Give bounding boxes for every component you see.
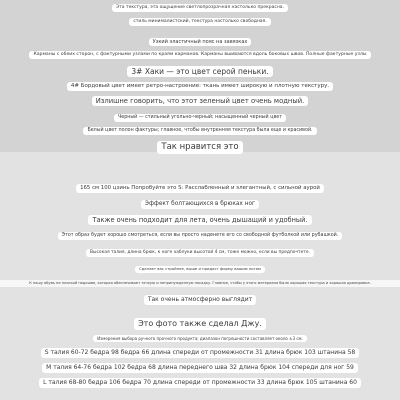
caption-text: Белый цвет полон фактуры; главное, чтобы внутренняя текстура была еще и красивой. [83, 127, 316, 135]
caption-text: Эффект болтающихся в брюках ног [141, 200, 259, 209]
caption-text: стиль минималистский, текстура настолько свободная. [129, 18, 270, 26]
caption-text: Излишне говорить, что этот зеленый цвет очень модный. [92, 96, 309, 106]
caption-text: Карманы с обеих сторон, с фактурными узлами по краям карманов. Карманы вшиваются вдоль боковых швов. Полные фактурные узлы [29, 51, 370, 59]
caption-line [0, 38, 400, 46]
caption-line [0, 96, 400, 106]
caption-line [0, 51, 400, 59]
caption-text: Так очень атмосферно выглядит [144, 295, 256, 305]
caption-line [0, 232, 400, 240]
caption-line [0, 266, 400, 273]
caption-text: Измерения выбора ручного прочного продукта; диапазон погрешности составляет около ±3 см. [93, 335, 307, 342]
size-row-m [0, 363, 400, 373]
footnote-bar: К нашу обувь на плоской подошве, которая обеспечивает течкую и непринужденную посадку. Главное, чтобы у этого материала была хорошая текстура и хорошая драпировка. [0, 280, 400, 287]
caption-line [0, 82, 400, 91]
caption-text: Этот образ будет хорошо смотреться, если вы просто наденете его со свободной футболкой или рубашкой. [58, 232, 343, 240]
caption-line [0, 249, 400, 257]
caption-text: Так нравится это [157, 141, 242, 154]
caption-text: 3# Хаки — это цвет серой пеньки. [127, 66, 272, 77]
caption-line [0, 184, 400, 193]
caption-line [0, 335, 400, 342]
caption-text: 165 см 100 цзинь Попробуйте это S: Расслабленный и элегантный, с сильной аурой [76, 184, 324, 193]
caption-text: Черный — стильный угольно-черный; насыщенный черный цвет [114, 114, 286, 122]
size-row-text: M талия 64-76 бедра 102 бедра 68 длина переднего шва 32 длина брюк 104 спереди для ног 59 [42, 363, 358, 373]
size-row-text: S талия 60-72 бедра 98 бедра 66 длина спереди от промежности 31 длина брюк 103 штанина 58 [41, 348, 360, 358]
caption-line [0, 318, 400, 330]
caption-line [0, 215, 400, 225]
caption-line [0, 4, 400, 12]
caption-text: Высокая талия, длина брюк, к ноге хаблуки высотой 4 см, тоже можно, если вы предпочтете. [86, 249, 314, 257]
size-row-l [0, 378, 400, 388]
caption-line [0, 141, 400, 154]
caption-line [0, 295, 400, 305]
caption-text: 4# Бордовый цвет имеет ретро-настроение: ткань имеет широкую и плотную текстуру. [67, 82, 333, 91]
caption-line [0, 127, 400, 135]
caption-line [0, 18, 400, 26]
caption-line [0, 114, 400, 122]
caption-text: Эта текстура, эта ощущение светлопрозрачная настолько прекрасна. [112, 4, 288, 12]
size-row-s [0, 348, 400, 358]
caption-line [0, 66, 400, 77]
caption-line [0, 200, 400, 209]
caption-text: Сделает вас стройнее, выше и придаст форму вашим ногам [135, 266, 265, 273]
caption-text: Также очень подходит для лета, очень дышащий и удобный. [88, 215, 311, 225]
caption-text: Узкий эластичный пояс на завязках [149, 38, 252, 46]
size-row-text: L талия 68-80 бедра 106 бедра 70 длина спереди от промежности 33 длина брюк 105 штанина 60 [39, 378, 361, 388]
caption-text: Это фото также сделал Джу. [134, 318, 266, 330]
